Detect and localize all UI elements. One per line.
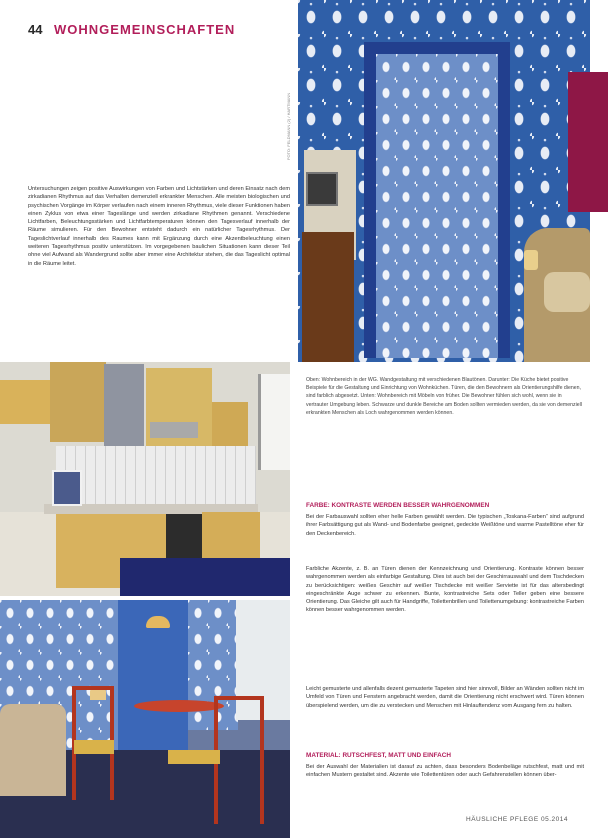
intro-paragraph: Untersuchungen zeigen positive Auswirkungen von Farben und Lichtstärken und deren Einsatz nach dem zirkadianen Rhythmus auf das Verhalten demenziell erkrankter Menschen. Alle meisten biologischen und psychischen Vorgänge im Körper verlaufen nach einem inneren Rhythmus, viele dieser Funktionen haben einen Zyklus von etwa einer Tageslänge und werden zirkadiane Rhythmen genannt. Verschiedene Lichtfarben, Beleuchtungsstärken und Lichtfarbtemperaturen können den Tagesverlauf innerhalb der Räume simulieren. Für den Bewohner entsteht dadurch ein natürlicher Tagesrhythmus. Der Tageslichtverlauf innerhalb des Raumes kann mit Ergänzung durch eine Akzentbeleuchtung einen weiteren Tagesrhythmus positiv unterstützen. Im vorgegebenen baulichen Situationen kann dieser Teil ohne viel Aufwand als Wandergrund sollte aber immer eine Architektur stehen, die das Tageslicht optimal in die Räume leitet.	[28, 186, 290, 267]
upper-cabinet-left	[0, 380, 52, 424]
chair-right	[214, 696, 264, 824]
dining-table	[134, 700, 224, 712]
wall-picture	[52, 470, 82, 506]
television	[306, 172, 338, 206]
upper-shelf	[50, 362, 106, 442]
section-title: WOHNGEMEINSCHAFTEN	[54, 22, 236, 37]
paragraph-farbe-3: Leicht gemusterte und allenfalls dezent gemusterte Tapeten sind hier sinnvoll, Bilder an Wänden sollten nicht im Umfeld von Türen und Fenstern angebracht werden, damit die Orientierung nicht erschwert wird. Türen können überspielend werden, um die zu verstecken und Menschen mit Hinlauftendenz vom Ausgang fern zu halten.	[306, 686, 584, 709]
paragraph-farbe-2: Farbliche Akzente, z. B. an Türen dienen der Kennzeichnung und Orientierung. Kontraste können besser wahrgenommen werden als einfarbige Gestaltung. Dies ist auch bei der Geschirrauswahl und dem Tischdecken zu berücksichtigen: weißes Geschirr auf weißer Tischdecke mit weißer Serviette ist für das altersbedingt eingeschränkte Auge schwer zu erkennen. Bunte, kontrastreiche Sets oder Teller geben eine bessere Orientierung. Das Gleiche gilt auch für Handgriffe, Toilettenbrillen und Toilettenumgebung: kontrastreiche Farben können besser wahrgenommen werden.	[306, 566, 584, 614]
tv-cabinet	[302, 232, 354, 362]
photo-blue-wall-door	[298, 0, 590, 362]
floor-lamp-shade	[146, 616, 170, 628]
photo-kitchen	[0, 362, 290, 596]
range-hood	[150, 422, 198, 438]
page-number: 44	[28, 22, 43, 37]
heading-material: MATERIAL: RUTSCHFEST, MATT UND EINFACH	[306, 752, 451, 759]
paragraph-material-1: Bei der Auswahl der Materialien ist darauf zu achten, dass besonders Bodenbeläge rutschfest, matt und mit einfachen Mustern gestaltet sind. Akzente wie Toilettentüren oder auch Gefahrenstellen können über-	[306, 764, 584, 779]
door-panel	[376, 54, 498, 358]
page-footer: HÄUSLICHE PFLEGE 05.2014	[466, 816, 568, 823]
paragraph-farbe-1: Bei der Farbauswahl sollten eher helle Farben gewählt werden. Die typischen „Toskana-Farben“ sind aufgrund ihrer Farbsättigung gut als Wand- und Bodenfarbe geeignet, gedeckte Weißtöne und warme Pastelltöne eher für den Deckenbereich.	[306, 514, 584, 537]
chair-right-seat	[168, 750, 220, 764]
window-right	[258, 374, 290, 470]
photo-dining-room	[0, 600, 290, 838]
kitchen-floor	[120, 558, 290, 596]
photo-credit: FOTO: FELDMANN (2) / HARTMANN	[286, 92, 291, 160]
magenta-tab	[568, 72, 608, 212]
photo-caption: Oben: Wohnbereich in der WG. Wandgestaltung mit verschiedenen Blautönen. Darunter: Die Küche bietet positive Beispiele für die Gestaltung und Einrichtung von Wohnküchen. Türen, die den Bewohnern als Orientierungshilfe dienen, sind farblich abgesetzt. Unten: Wohnbereich mit Möbeln von früher. Die Bewohner fühlen sich wohl, wenn sie in vertrauter Umgebung leben. Schwarze und dunkle Bereiche am Boden sollten vermieden werden, da sie von demenziell erkrankten Menschen als Loch wahrgenommen werden können.	[306, 377, 582, 416]
armchair-cushion	[544, 272, 590, 312]
tile-backsplash	[56, 446, 256, 506]
heading-farbe: FARBE: KONTRASTE WERDEN BESSER WAHRGENOMMEN	[306, 502, 490, 509]
sofa	[0, 704, 66, 796]
chair-left-seat	[74, 740, 114, 754]
floor-lamp	[524, 250, 538, 270]
